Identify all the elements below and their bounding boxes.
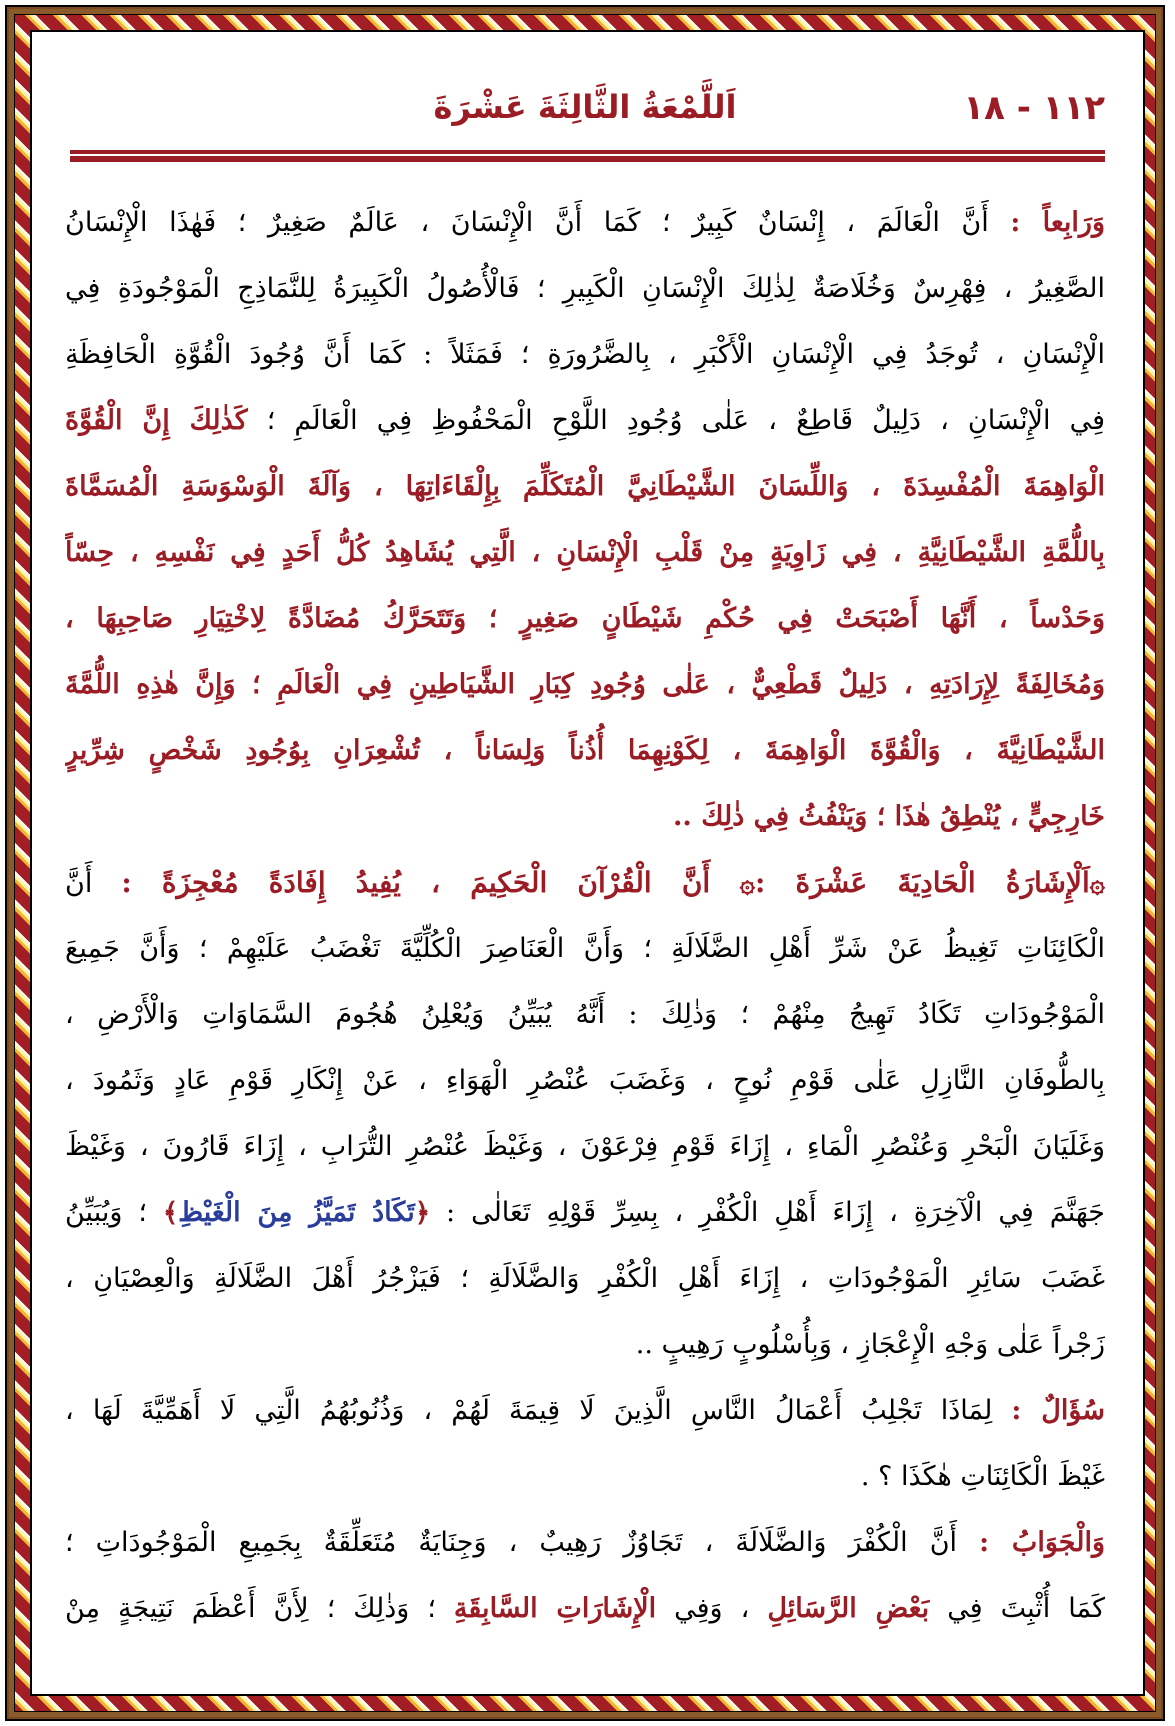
highlighted-text: بِاللُّمَّةِ الشَّيْطَانِيَّةِ ، فِي زَاوِيَةٍ مِنْ قَلْبِ الْإِنْسَانِ ، الَّتِي يُشَاهِدُ كُلُّ أَحَدٍ فِي نَفْسِهِ ، حِسّاً	[65, 537, 1105, 568]
highlighted-text: خَارِجِيٍّ ، يُنْطِقُ هٰذَا ؛ وَيَنْفُثُ فِي ذٰلِكَ ..	[673, 801, 1105, 832]
text-segment: وَغَلَيَانَ الْبَحْرِ وَعُنْصُرِ الْمَاءِ ، إِزَاءَ قَوْمِ فِرْعَوْنَ ، وَغَيْظَ عُنْصُرِ التُّرَابِ ، إِزَاءَ قَارُونَ ، وَغَيْظَ	[65, 1131, 1105, 1162]
text-segment: أَنَّ	[65, 868, 122, 899]
highlighted-text: وَالْجَوَابُ :	[979, 1527, 1105, 1558]
page-header	[65, 88, 1105, 138]
text-segment: ؛ وَيُبَيِّنُ	[65, 1197, 163, 1228]
text-line	[65, 718, 1105, 784]
header-rule-thin	[70, 150, 1105, 154]
text-line	[65, 1510, 1105, 1576]
text-segment: غَضَبَ سَائِرِ الْمَوْجُودَاتِ ، إِزَاءَ أَهْلِ الْكُفْرِ وَالضَّلَالَةِ ؛ فَيَزْجُرُ أَهْلَ الضَّلَالَةِ وَالْعِصْيَانِ ،	[65, 1263, 1105, 1294]
text-line	[65, 520, 1105, 586]
text-segment: جَهَنَّمَ فِي الْآخِرَةِ ، إِزَاءَ أَهْلِ الْكُفْرِ ، بِسِرِّ قَوْلِهِ تَعَالٰى :	[430, 1197, 1105, 1228]
text-line	[65, 586, 1105, 652]
text-line	[65, 1114, 1105, 1180]
text-line	[65, 850, 1105, 916]
text-segment: لِمَاذَا تَجْلِبُ أَعْمَالُ النَّاسِ الَّذِينَ لَا قِيمَةَ لَهُمْ ، وَذُنُوبُهُمُ الَّتِي لَا أَهَمِّيَّةَ لَهَا ،	[65, 1395, 1012, 1426]
body-text	[65, 190, 1105, 1642]
highlighted-text: أَنَّ الْقُرْآنَ الْحَكِيمَ ، يُفِيدُ إِفَادَةً مُعْجِزَةً :	[121, 866, 711, 899]
text-line	[65, 982, 1105, 1048]
text-segment: بِالطُّوفَانِ النَّازِلِ عَلٰى قَوْمِ نُوحٍ ، وَغَضَبَ عُنْصُرِ الْهَوَاءِ ، عَنْ إِنْكَارِ قَوْمِ عَادٍ وَثَمُودَ ،	[65, 1065, 1105, 1096]
highlighted-text: الشَّيْطَانِيَّةَ ، وَالْقُوَّةَ الْوَاهِمَةَ ، لِكَوْنِهِمَا أُذُناً وَلِسَاناً ، تُشْعِرَانِ بِوُجُودِ شَخْصٍ شِرِّيرٍ	[65, 735, 1105, 766]
text-segment: زَجْراً عَلٰى وَجْهِ الْإِعْجَازِ ، وَبِأُسْلُوبٍ رَهِيبٍ ..	[635, 1329, 1105, 1360]
highlighted-text: وَرَابِعاً :	[1010, 207, 1105, 238]
text-line	[65, 1576, 1105, 1642]
text-line	[65, 256, 1105, 322]
text-segment: غَيْظَ الْكَائِنَاتِ هٰكَذَا ؟ .	[860, 1461, 1105, 1492]
highlighted-text: وَمُخَالِفَةً لِإِرَادَتِهِ ، دَلِيلٌ قَطْعِيٌّ ، عَلٰى وُجُودِ كِبَارِ الشَّيَاطِينِ فِي الْعَالَمِ ؛ وَإِنَّ هٰذِهِ اللُّمَّةَ	[65, 669, 1105, 700]
quran-verse: تَكَادُ تَمَيَّزُ مِنَ الْغَيْظِ	[178, 1197, 415, 1228]
highlighted-text: كَذٰلِكَ إِنَّ الْقُوَّةَ	[65, 405, 248, 436]
text-segment: الصَّغِيرُ ، فِهْرِسٌ وَخُلَاصَةٌ لِذٰلِكَ الْإِنْسَانِ الْكَبِيرِ ؛ فَالْأُصُولُ الْكَبِيرَةُ لِلنَّمَاذِجِ الْمَوْجُودَةِ فِي	[65, 273, 1105, 304]
text-line	[65, 1048, 1105, 1114]
ornament-bracket: ۞	[710, 869, 755, 899]
ornament-bracket: ﴾	[162, 1198, 179, 1228]
text-line	[65, 1312, 1105, 1378]
highlighted-text: بَعْضِ الرَّسَائِلِ	[767, 1593, 930, 1624]
text-line	[65, 652, 1105, 718]
text-line	[65, 784, 1105, 850]
text-line	[65, 1444, 1105, 1510]
text-line	[65, 1180, 1105, 1246]
highlighted-text: وَحَدْساً ، أَنَّهَا أَصْبَحَتْ فِي حُكْمِ شَيْطَانٍ صَغِيرٍ ؛ وَتَتَحَرَّكُ مُضَادَّةً لِاخْتِيَارِ صَاحِبِهَا ،	[65, 603, 1105, 634]
text-segment: الْإِنْسَانِ ، تُوجَدُ فِي الْإِنْسَانِ الْأَكْبَرِ ، بِالضَّرُورَةِ ؛ فَمَثَلاً : كَمَا أَنَّ وُجُودَ الْقُوَّةِ الْحَافِظَةِ	[65, 339, 1105, 370]
page-number: ١١٢ - ١٨	[963, 88, 1105, 128]
text-line	[65, 1378, 1105, 1444]
highlighted-text: الْإِشَارَاتِ السَّابِقَةِ	[453, 1593, 657, 1624]
ornament-bracket: ۞	[1089, 869, 1105, 899]
highlighted-text: الْوَاهِمَةَ الْمُفْسِدَةَ ، وَاللِّسَانَ الشَّيْطَانِيَّ الْمُتَكَلِّمَ بِإِلْقَاءَاتِهَا ، وَآلَةَ الْوَسْوَسَةِ الْمُسَمَّاةَ	[65, 471, 1105, 502]
text-segment: أَنَّ الْكُفْرَ وَالضَّلَالَةَ ، تَجَاوُزٌ رَهِيبٌ ، وَجِنَايَةٌ مُتَعَلِّقَةٌ بِجَمِيعِ الْمَوْجُودَاتِ ؛	[65, 1527, 980, 1558]
text-segment: ، وَفِي	[656, 1593, 768, 1624]
text-line	[65, 1246, 1105, 1312]
chapter-title: اَللَّمْعَةُ الثَّالِثَةَ عَشْرَةَ	[433, 88, 737, 126]
text-segment: فِي الْإِنْسَانِ ، دَلِيلٌ قَاطِعٌ ، عَلٰى وُجُودِ اللَّوْحِ الْمَحْفُوظِ فِي الْعَالَمِ ؛	[247, 405, 1105, 436]
ornament-bracket: ﴿	[414, 1198, 431, 1228]
text-segment: أَنَّ الْعَالَمَ ، إِنْسَانٌ كَبِيرٌ ؛ كَمَا أَنَّ الْإِنْسَانَ ، عَالَمٌ صَغِيرٌ ؛ فَهٰذَا الْإِنْسَانُ	[65, 207, 1011, 238]
text-line	[65, 388, 1105, 454]
header-rule-thick	[70, 156, 1105, 162]
text-segment: الْكَائِنَاتِ تَغِيظُ عَنْ شَرِّ أَهْلِ الضَّلَالَةِ ؛ وَأَنَّ الْعَنَاصِرَ الْكُلِّيَّةَ تَغْضَبُ عَلَيْهِمْ ؛ وَأَنَّ جَمِيعَ	[65, 933, 1105, 964]
text-segment: الْمَوْجُودَاتِ تَكَادُ تَهِيجُ مِنْهُمْ ؛ وَذٰلِكَ : أَنَّهُ يُبَيِّنُ وَيُعْلِنُ هُجُومَ السَّمَاوَاتِ وَالْأَرْضِ ،	[65, 999, 1105, 1030]
text-line	[65, 916, 1105, 982]
text-line	[65, 322, 1105, 388]
text-segment: كَمَا أُثْبِتَ فِي	[929, 1593, 1105, 1624]
text-segment: ؛ وَذٰلِكَ ؛ لِأَنَّ أَعْظَمَ نَتِيجَةٍ مِنْ	[65, 1593, 454, 1624]
text-line	[65, 454, 1105, 520]
text-line	[65, 190, 1105, 256]
highlighted-text: اَلْإِشَارَةُ الْحَادِيَةَ عَشْرَةَ :	[754, 866, 1090, 899]
highlighted-text: سُؤَالٌ :	[1011, 1395, 1105, 1426]
